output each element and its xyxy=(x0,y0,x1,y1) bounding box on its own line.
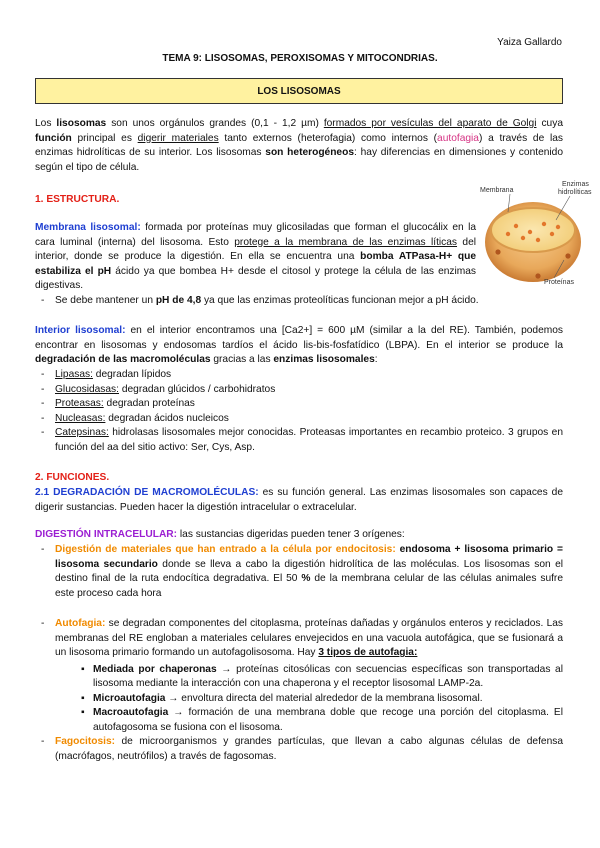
autofagia-tipo-item xyxy=(79,706,563,735)
autofagia-text: se degradan componentes del citoplasma, proteínas dañadas y orgánulos enteros y reciclados. Las membranas del RE engloban a materiales celulares envejecidos en una vacuola autofágica, que se fusionará a un lisosoma primario formando un autofagolisosoma. Hay xyxy=(55,618,563,658)
endocitosis-formula: endosoma + lisosoma primario = lisosoma secundario xyxy=(55,544,563,570)
enzyme-name: Proteasas: xyxy=(55,398,104,409)
enzyme-dot xyxy=(550,232,554,236)
autofagia-tipos-heading: 3 tipos de autofagia: xyxy=(318,647,418,658)
ph-value: pH de 4,8 xyxy=(155,295,202,306)
digestion-intracelular xyxy=(35,528,563,543)
lysosome-lumen-shape xyxy=(491,208,575,252)
endocitosis-percent: % xyxy=(301,573,311,584)
intracelular-text: las sustancias digeridas pueden tener 3 orígenes: xyxy=(177,529,405,540)
ph-text: ya que las enzimas proteolíticas funcionan mejor a pH ácido. xyxy=(201,295,479,306)
interior-keyword: enzimas lisosomales xyxy=(273,354,375,365)
list-item xyxy=(35,426,563,455)
list-item xyxy=(35,397,563,412)
membrana-text: ácido ya que bombea H+ desde el citosol y protege la célula de las enzimas digestivas. xyxy=(35,265,476,291)
enzyme-dot xyxy=(521,236,525,240)
origenes-list-autofagia xyxy=(35,617,563,764)
section-title: LOS LISOSOMAS xyxy=(257,85,341,97)
endocitosis-text: de la membrana celular de las células animales sufre este proceso cada hora xyxy=(55,573,563,599)
label-hidroliticas: hidrolíticas xyxy=(558,189,592,196)
label-proteinas: Proteínas xyxy=(544,279,574,286)
endocitosis-term: Digestión de materiales que han entrado a la célula por endocitosis: xyxy=(55,544,396,555)
list-item xyxy=(35,294,563,309)
membrana-paragraph xyxy=(35,221,476,294)
interior-paragraph xyxy=(35,324,563,368)
label-membrana: Membrana xyxy=(480,187,514,194)
list-item xyxy=(35,735,563,764)
protein-dot xyxy=(535,273,540,278)
enzyme-dot xyxy=(542,222,546,226)
enzyme-desc: degradan lípidos xyxy=(92,369,172,380)
enzyme-dot xyxy=(514,224,518,228)
enzyme-desc: degradan ácidos nucleicos xyxy=(105,412,229,424)
intro-keyword: lisosomas xyxy=(56,118,107,129)
intro-highlight: autofagia xyxy=(437,132,479,144)
enzyme-desc: hidrolasas lisosomales mejor conocidas. Proteasas importantes en recambio proteico. 3 grupos en función del aa del sitio activo: Ser, Cys, Asp. xyxy=(55,427,563,453)
degradacion-text: es su función general. Las enzimas lisosomales son capaces de digerir sustancias. Pueden hacer la digestión intracelular o extracelular. xyxy=(35,487,564,513)
degradacion-term: 2.1 DEGRADACIÓN DE MACROMOLÉCULAS: xyxy=(35,487,259,498)
membrana-text: formada por proteínas muy glicosiladas que forman el glucocálix en la cara luminal (interna) del lisosoma. Esto xyxy=(35,222,476,248)
tipo-desc: → envoltura directa del material alrededor de la membrana lisosomal. xyxy=(165,692,483,704)
section-title-box xyxy=(35,78,563,104)
fagocitosis-text: de microorganismos y grandes partículas, que llevan a cabo algunas células de defensa (macrófagos, neutrófilos) a través de fagosomas. xyxy=(55,736,563,762)
enzyme-name: Nucleasas: xyxy=(55,412,106,424)
endocitosis-text: donde se lleva a cabo la digestión hidrolítica de las moléculas. Los lisosomas son el destino final de la ruta endocítica degradativa. El 50 xyxy=(55,558,563,584)
intro-underlined: formados por vesículas del aparato de Golgi xyxy=(323,118,537,129)
enzyme-desc: degradan glúcidos / carbohidratos xyxy=(119,383,276,395)
protein-dot xyxy=(495,249,500,254)
intro-text: tanto externos (heterofagia) como internos ( xyxy=(218,132,438,144)
heading-estructura: 1. ESTRUCTURA. xyxy=(35,194,120,205)
autofagia-term: Autofagia: xyxy=(55,618,106,629)
tipo-name: Microautofagia xyxy=(93,692,166,704)
autofagia-tipo-item xyxy=(79,692,563,707)
enzyme-name: Catepsinas: xyxy=(55,427,109,438)
tipo-desc: → proteínas citosólicas con secuencias específicas son transportadas al lisosoma mediante la interacción con una chaperona y el receptor lisosomal LAMP-2a. xyxy=(93,663,563,689)
ph-text: Se debe mantener un xyxy=(55,295,156,306)
intro-keyword: son heterogéneos xyxy=(265,147,354,158)
enzyme-desc: degradan proteínas xyxy=(103,398,195,409)
list-item xyxy=(35,617,563,735)
interior-keyword: degradación de las macromoléculas xyxy=(35,354,211,365)
tipo-name: Mediada por chaperonas xyxy=(93,663,217,675)
membrana-underlined: protege a la membrana de las enzimas líticas xyxy=(234,236,458,248)
list-item xyxy=(35,412,563,427)
membrana-text: del interior, donde se produce la digestión. En ella se encuentra una xyxy=(35,236,476,262)
interior-text: : xyxy=(374,354,378,365)
intro-paragraph xyxy=(35,117,563,175)
enzyme-dot xyxy=(536,238,540,242)
document-title: TEMA 9: LISOSOMAS, PEROXISOMAS Y MITOCONDRIAS. xyxy=(162,53,438,64)
lysosome-illustration xyxy=(478,180,592,290)
autofagia-tipo-item xyxy=(79,663,563,692)
intro-underlined: digerir materiales xyxy=(137,132,219,144)
enzyme-dot xyxy=(556,225,560,229)
enzyme-name: Glucosidasas: xyxy=(55,383,119,395)
enzimas-list xyxy=(35,368,563,455)
degradacion-paragraph xyxy=(35,486,563,515)
origenes-list-endocitosis xyxy=(35,543,563,601)
tipo-desc: → formación de una membrana doble que recoge una porción del citoplasma. El autofagosoma se fusiona con el lisosoma. xyxy=(93,707,563,733)
enzyme-name: Lipasas: xyxy=(55,369,93,380)
intro-text: son unos orgánulos grandes (0,1 - 1,2 µm) xyxy=(106,118,324,129)
interior-text: en el interior encontramos una [Ca2+] = 600 µM (similar a la del RE). También, podemos encontrar en lisosomas y endosomas tardíos el ácido lis-bis-fosfatídico (LBPA). En el interior se produce la xyxy=(35,325,564,351)
intro-text: ) a través de las enzimas hidrolíticas de su interior. Los lisosomas xyxy=(35,132,563,158)
fagocitosis-term: Fagocitosis: xyxy=(55,736,116,747)
enzyme-dot xyxy=(528,230,532,234)
interior-text: gracias a las xyxy=(210,354,274,365)
label-enzimas: Enzimas xyxy=(562,181,589,188)
list-item xyxy=(35,543,563,601)
intracelular-term: DIGESTIÓN INTRACELULAR: xyxy=(35,529,178,540)
intro-text: cuya xyxy=(536,118,563,129)
intro-keyword: función xyxy=(35,132,72,144)
heading-funciones: 2. FUNCIONES. xyxy=(35,472,110,483)
list-item xyxy=(35,368,563,383)
list-item xyxy=(35,383,563,398)
enzyme-dot xyxy=(506,232,510,236)
author-name: Yaiza Gallardo xyxy=(497,37,562,48)
interior-term: Interior lisosomal: xyxy=(35,325,126,336)
intro-text: : hay diferencias en dimensiones y contenido según el tipo de célula. xyxy=(35,147,563,173)
intro-text: principal es xyxy=(71,132,138,144)
membrana-keyword: bomba ATPasa-H+ que estabiliza el pH xyxy=(35,251,476,277)
ph-list xyxy=(35,294,563,309)
tipo-name: Macroautofagia xyxy=(93,707,169,718)
protein-dot xyxy=(565,253,570,258)
membrana-term: Membrana lisosomal: xyxy=(35,222,141,233)
intro-text: Los xyxy=(35,118,57,129)
